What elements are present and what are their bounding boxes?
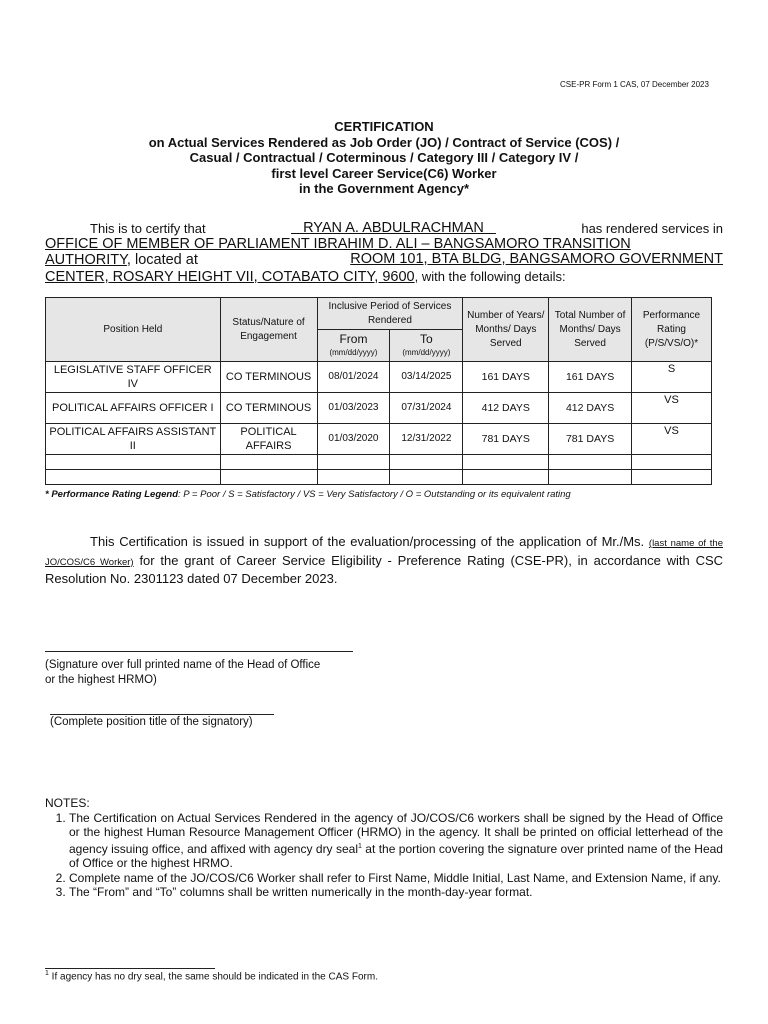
cell-rating: VS: [632, 424, 712, 455]
note-1: 1. The Certification on Actual Services Rendered in the agency of JO/COS/C6 workers shall be signed by the Head of Office or the highest Human Resource Management Officer (HRMO) in the agency. It shall be printed on official letterhead of the agency issuing office, and affixed with agency dry seal$^1$ at the portion covering the signature over printed name of the Head of Office or the highest HRMO.: [69, 811, 723, 871]
signature-caption: (Signature over full printed name of the Head of Office or the highest HRMO): [45, 659, 321, 686]
table-row: [46, 362, 712, 393]
cell-position: POLITICAL AFFAIRS ASSISTANT II: [46, 424, 221, 455]
worker-lastname-blank: (last name of the JO/COS/C6 Worker): [45, 538, 723, 568]
notes-heading: NOTES:: [45, 796, 90, 810]
cell-total: 412 DAYS: [549, 393, 632, 424]
table-row-empty: [46, 470, 712, 485]
cell-years: 161 DAYS: [463, 362, 549, 393]
cell-years: 781 DAYS: [463, 424, 549, 455]
certify-rendered: has rendered services in: [581, 221, 723, 236]
office-authority: AUTHORITY: [45, 252, 127, 268]
cell-from: 01/03/2020: [317, 424, 390, 455]
services-table: [45, 297, 712, 485]
cell-total: 781 DAYS: [549, 424, 632, 455]
header-status: Status/Nature of Engagement: [220, 298, 317, 362]
cell-from: 08/01/2024: [317, 362, 390, 393]
cell-rating: VS: [632, 393, 712, 424]
footnote-separator: [45, 968, 215, 969]
following-details: , with the following details:: [414, 268, 566, 284]
cell-years: 412 DAYS: [463, 393, 549, 424]
para-text-1: This Certification is issued in support of the evaluation/processing of the application of Mr./Ms.: [90, 534, 645, 549]
cell-to: 12/31/2022: [390, 424, 463, 455]
cell-position: LEGISLATIVE STAFF OFFICER IV: [46, 362, 221, 393]
note-2: 2. Complete name of the JO/COS/C6 Worker shall refer to First Name, Middle Initial, Last Name, and Extension Name, if any.: [69, 871, 723, 886]
header-to: To (mm/dd/yyyy): [390, 330, 463, 362]
cell-to: 07/31/2024: [390, 393, 463, 424]
title-line-1: CERTIFICATION: [334, 119, 434, 134]
cell-rating: S: [632, 362, 712, 393]
certify-intro: This is to certify that: [90, 221, 206, 236]
cell-to: 03/14/2025: [390, 362, 463, 393]
table-row: [46, 393, 712, 424]
office-name: OFFICE OF MEMBER OF PARLIAMENT IBRAHIM D. ALI – BANGSAMORO TRANSITION: [45, 235, 631, 252]
notes-section: [45, 796, 723, 900]
header-from: From (mm/dd/yyyy): [317, 330, 390, 362]
form-reference: CSE-PR Form 1 CAS, 07 December 2023: [560, 80, 709, 89]
table-row-empty: [46, 455, 712, 470]
para-text-2: for the grant of Career Service Eligibility - Preference Rating (CSE-PR), in accordance with CSC Resolution No. 2301123 dated 07 December 2023.: [45, 552, 724, 586]
title-line-5: in the Government Agency*: [299, 181, 469, 196]
signature-line: [45, 651, 353, 652]
support-paragraph: [45, 534, 723, 588]
cell-from: 01/03/2023: [317, 393, 390, 424]
table-row: [46, 424, 712, 455]
document-title: [0, 119, 768, 197]
cell-status: CO TERMINOUS: [220, 393, 317, 424]
position-title-line: [50, 714, 274, 715]
header-total: Total Number of Months/ Days Served: [549, 298, 632, 362]
header-period: Inclusive Period of Services Rendered: [317, 298, 463, 330]
header-position: Position Held: [46, 298, 221, 362]
rating-legend: [45, 489, 571, 500]
certification-statement: [45, 221, 723, 285]
worker-name: RYAN A. ABDULRACHMAN: [291, 220, 496, 236]
located-at: , located at: [126, 252, 198, 268]
address-line-2: CENTER, ROSARY HEIGHT VII, COTABATO CITY, 9600: [45, 268, 415, 285]
cell-total: 161 DAYS: [549, 362, 632, 393]
cell-status: POLITICAL AFFAIRS: [220, 424, 317, 455]
note-3: 3. The “From” and “To” columns shall be written numerically in the month-day-year format.: [69, 885, 723, 900]
title-line-4: first level Career Service(C6) Worker: [271, 165, 497, 181]
position-title-caption: (Complete position title of the signatory): [50, 716, 253, 728]
title-line-2: on Actual Services Rendered as Job Order (JO) / Contract of Service (COS) /: [148, 134, 620, 150]
address-line-1: ROOM 101, BTA BLDG, BANGSAMORO GOVERNMENT: [350, 251, 723, 267]
cell-position: POLITICAL AFFAIRS OFFICER I: [46, 393, 221, 424]
title-line-3: Casual / Contractual / Coterminous / Category III / Category IV /: [189, 150, 579, 165]
footnote: $^1$ If agency has no dry seal, the same should be indicated in the CAS Form.: [45, 970, 378, 983]
cell-status: CO TERMINOUS: [220, 362, 317, 393]
header-years: Number of Years/ Months/ Days Served: [463, 298, 549, 362]
legend-label: * Performance Rating Legend: [45, 489, 179, 500]
legend-text: : P = Poor / S = Satisfactory / VS = Very Satisfactory / O = Outstanding or its equivalent rating: [178, 489, 571, 500]
header-rating: Performance Rating (P/S/VS/O)*: [632, 298, 712, 362]
